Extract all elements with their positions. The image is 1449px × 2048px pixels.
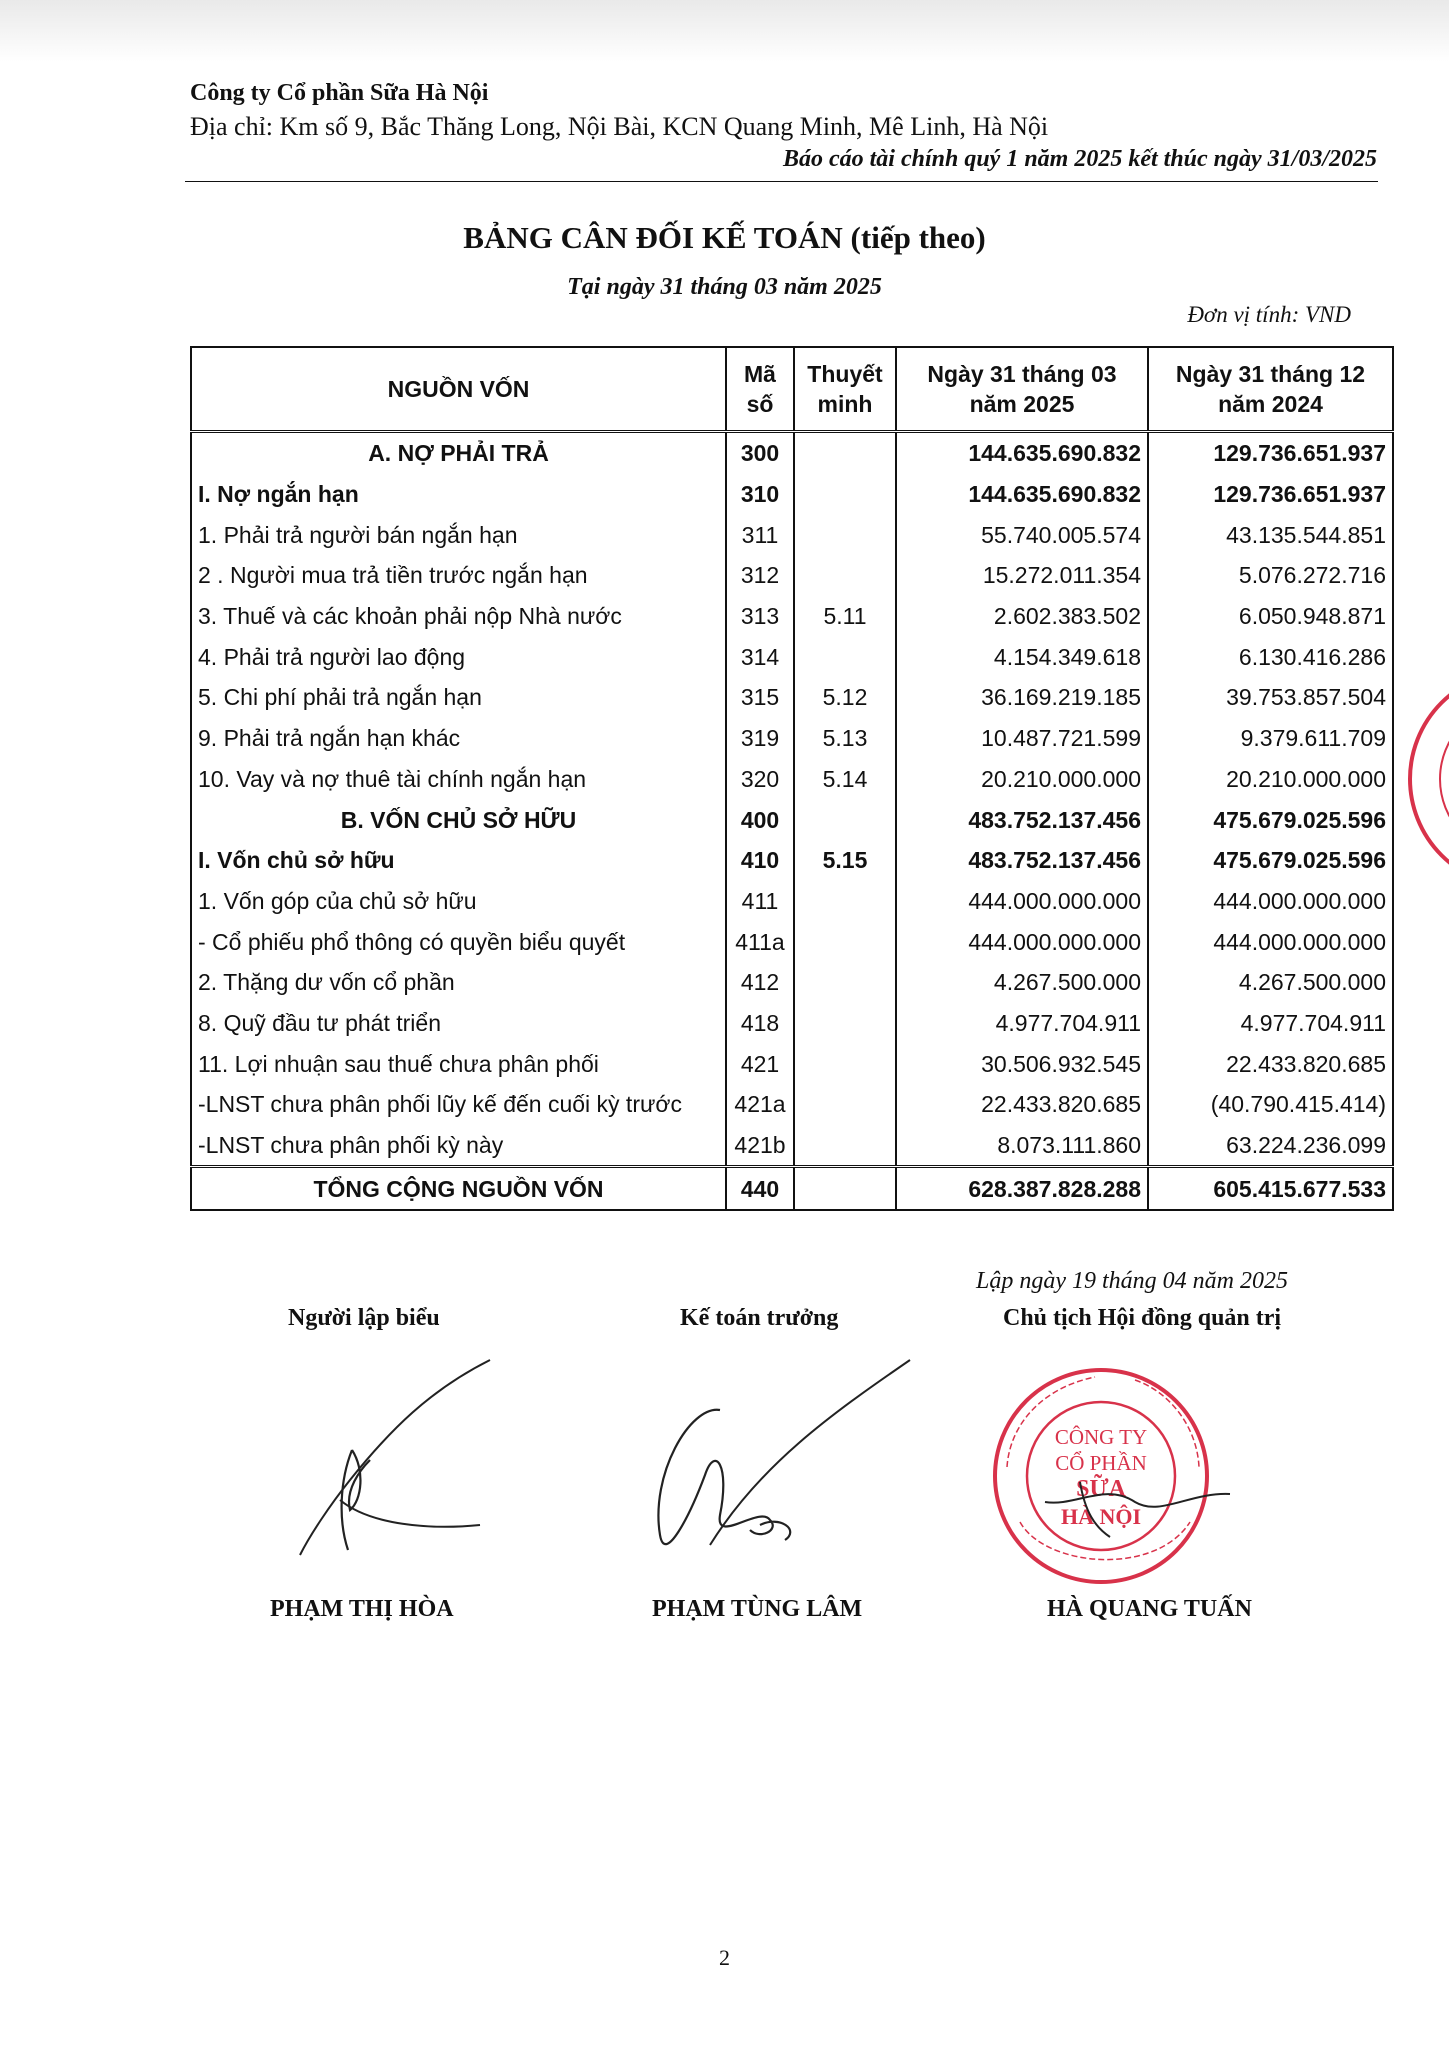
row-prior-value: 6.050.948.871 [1148,596,1393,637]
row-note [794,555,896,596]
header-code: Mã số [726,347,794,432]
header-current-period: Ngày 31 tháng 03 năm 2025 [896,347,1148,432]
currency-unit: Đơn vị tính: VND [1187,302,1351,327]
row-label: 11. Lợi nhuận sau thuế chưa phân phối [191,1043,726,1084]
row-note [794,474,896,515]
row-code: 319 [726,718,794,759]
row-current-value: 20.210.000.000 [896,759,1148,800]
row-code: 421b [726,1125,794,1167]
row-label: 1. Vốn góp của chủ sở hữu [191,881,726,922]
total-code: 440 [726,1167,794,1210]
header-source: NGUỒN VỐN [191,347,726,432]
row-code: 410 [726,840,794,881]
svg-text:SỮA: SỮA [1076,1476,1126,1502]
row-note [794,514,896,555]
row-label: 9. Phải trả ngắn hạn khác [191,718,726,759]
row-code: 313 [726,596,794,637]
total-row [191,1167,1393,1210]
row-note [794,921,896,962]
row-note [794,1084,896,1125]
row-label: B. VỐN CHỦ SỞ HỮU [191,799,726,840]
row-note [794,799,896,840]
row-current-value: 444.000.000.000 [896,921,1148,962]
row-note [794,432,896,474]
document-date: Tại ngày 31 tháng 03 năm 2025 [567,274,882,300]
total-label: TỔNG CỘNG NGUỒN VỐN [191,1167,726,1210]
row-current-value: 55.740.005.574 [896,514,1148,555]
row-current-value: 483.752.137.456 [896,799,1148,840]
row-note: 5.14 [794,759,896,800]
table-row [191,759,1393,800]
table-row [191,514,1393,555]
table-body [191,432,1393,1211]
preparer-signature [280,1350,510,1580]
row-current-value: 22.433.820.685 [896,1084,1148,1125]
row-prior-value: 129.736.651.937 [1148,432,1393,474]
row-prior-value: 9.379.611.709 [1148,718,1393,759]
chairman-role: Chủ tịch Hội đồng quản trị [1003,1305,1282,1331]
row-code: 320 [726,759,794,800]
row-note [794,1043,896,1084]
row-label: I. Nợ ngắn hạn [191,474,726,515]
table-row [191,1125,1393,1167]
row-note [794,881,896,922]
accountant-signature [610,1355,920,1585]
row-current-value: 2.602.383.502 [896,596,1148,637]
report-title: Báo cáo tài chính quý 1 năm 2025 kết thúc ngày 31/03/2025 [782,146,1377,172]
row-current-value: 483.752.137.456 [896,840,1148,881]
svg-text:CÔNG TY: CÔNG TY [1054,1425,1148,1449]
row-current-value: 36.169.219.185 [896,677,1148,718]
row-prior-value: 4.267.500.000 [1148,962,1393,1003]
header-note: Thuyết minh [794,347,896,432]
row-note [794,1003,896,1044]
row-current-value: 144.635.690.832 [896,432,1148,474]
row-prior-value: 6.130.416.286 [1148,636,1393,677]
row-prior-value: 475.679.025.596 [1148,840,1393,881]
row-current-value: 30.506.932.545 [896,1043,1148,1084]
row-label: A. NỢ PHẢI TRẢ [191,432,726,474]
row-prior-value: 444.000.000.000 [1148,921,1393,962]
company-seal-icon [985,1362,1235,1592]
row-code: 418 [726,1003,794,1044]
table-header-row [191,347,1393,432]
table-row [191,636,1393,677]
row-code: 300 [726,432,794,474]
row-prior-value: 4.977.704.911 [1148,1003,1393,1044]
row-label: 2. Thặng dư vốn cổ phần [191,962,726,1003]
row-prior-value: 129.736.651.937 [1148,474,1393,515]
row-label: -LNST chưa phân phối lũy kế đến cuối kỳ trước [191,1084,726,1125]
row-label: 1. Phải trả người bán ngắn hạn [191,514,726,555]
row-label: 3. Thuế và các khoản phải nộp Nhà nước [191,596,726,637]
row-label: 10. Vay và nợ thuê tài chính ngắn hạn [191,759,726,800]
row-prior-value: 22.433.820.685 [1148,1043,1393,1084]
row-code: 412 [726,962,794,1003]
table-row [191,596,1393,637]
row-prior-value: 5.076.272.716 [1148,555,1393,596]
accountant-name: PHẠM TÙNG LÂM [652,1596,863,1622]
table-row [191,1084,1393,1125]
row-prior-value: 444.000.000.000 [1148,881,1393,922]
row-label: - Cổ phiếu phổ thông có quyền biểu quyết [191,921,726,962]
page-number: 2 [719,1945,730,1970]
total-note [794,1167,896,1210]
row-label: -LNST chưa phân phối kỳ này [191,1125,726,1167]
row-prior-value: 475.679.025.596 [1148,799,1393,840]
row-code: 421 [726,1043,794,1084]
row-prior-value: (40.790.415.414) [1148,1084,1393,1125]
row-code: 312 [726,555,794,596]
row-note [794,962,896,1003]
header-divider [185,181,1378,182]
header-prior-period: Ngày 31 tháng 12 năm 2024 [1148,347,1393,432]
table-row [191,718,1393,759]
row-current-value: 4.977.704.911 [896,1003,1148,1044]
row-code: 400 [726,799,794,840]
row-code: 315 [726,677,794,718]
chairman-name: HÀ QUANG TUẤN [1047,1596,1252,1622]
row-current-value: 8.073.111.860 [896,1125,1148,1167]
balance-sheet-table [190,346,1394,1211]
row-label: I. Vốn chủ sở hữu [191,840,726,881]
row-prior-value: 20.210.000.000 [1148,759,1393,800]
row-code: 310 [726,474,794,515]
row-current-value: 4.154.349.618 [896,636,1148,677]
row-note: 5.12 [794,677,896,718]
table-row [191,881,1393,922]
row-note [794,1125,896,1167]
svg-text:HÀ NỘI: HÀ NỘI [1060,1504,1142,1529]
row-code: 411 [726,881,794,922]
table-row [191,474,1393,515]
preparer-name: PHẠM THỊ HÒA [270,1596,454,1622]
total-prior-value: 605.415.677.533 [1148,1167,1393,1210]
row-label: 8. Quỹ đầu tư phát triển [191,1003,726,1044]
svg-text:CỔ PHẦN: CỔ PHẦN [1055,1451,1147,1475]
row-label: 4. Phải trả người lao động [191,636,726,677]
row-note [794,636,896,677]
table-row [191,840,1393,881]
row-prior-value: 39.753.857.504 [1148,677,1393,718]
row-note: 5.13 [794,718,896,759]
row-code: 314 [726,636,794,677]
row-code: 411a [726,921,794,962]
table-row [191,799,1393,840]
row-prior-value: 43.135.544.851 [1148,514,1393,555]
table-row [191,555,1393,596]
row-current-value: 444.000.000.000 [896,881,1148,922]
row-code: 421a [726,1084,794,1125]
row-note: 5.11 [794,596,896,637]
table-row [191,677,1393,718]
table-row [191,432,1393,474]
table-row [191,1003,1393,1044]
company-address: Địa chỉ: Km số 9, Bắc Thăng Long, Nội Bài, KCN Quang Minh, Mê Linh, Hà Nội [190,112,1049,141]
signing-date: Lập ngày 19 tháng 04 năm 2025 [976,1268,1288,1294]
preparer-role: Người lập biểu [288,1305,440,1331]
document-title: BẢNG CÂN ĐỐI KẾ TOÁN (tiếp theo) [463,220,986,255]
total-current-value: 628.387.828.288 [896,1167,1148,1210]
row-current-value: 144.635.690.832 [896,474,1148,515]
table-row [191,921,1393,962]
scan-shadow [0,0,1449,62]
accountant-role: Kế toán trưởng [680,1305,839,1331]
row-label: 5. Chi phí phải trả ngắn hạn [191,677,726,718]
row-label: 2 . Người mua trả tiền trước ngắn hạn [191,555,726,596]
row-current-value: 15.272.011.354 [896,555,1148,596]
row-current-value: 4.267.500.000 [896,962,1148,1003]
row-prior-value: 63.224.236.099 [1148,1125,1393,1167]
row-current-value: 10.487.721.599 [896,718,1148,759]
table-row [191,962,1393,1003]
row-note: 5.15 [794,840,896,881]
stamp-edge-icon [1398,664,1449,894]
company-name: Công ty Cổ phần Sữa Hà Nội [190,80,489,106]
row-code: 311 [726,514,794,555]
table-row [191,1043,1393,1084]
